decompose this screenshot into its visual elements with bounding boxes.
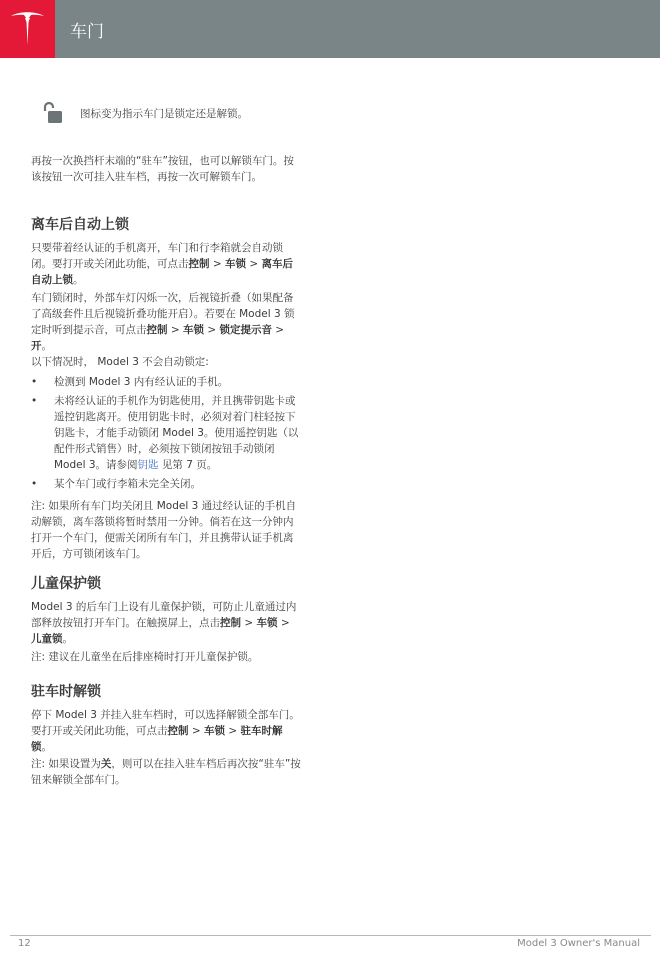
tesla-logo-icon bbox=[9, 10, 46, 48]
park-unlock-note: 注: 如果设置为关，则可以在挂入驻车档后再次按“驻车”按钮来解锁全部车门。 bbox=[31, 758, 301, 786]
no-auto-lock-list bbox=[31, 374, 301, 495]
page-number: 12 bbox=[18, 938, 31, 949]
page-title: 车门 bbox=[70, 22, 104, 42]
walk-away-note: 注: 如果所有车门均关闭且 Model 3 通过经认证的手机自动解锁，离车落锁将暂时禁用一分钟。倘若在这一分钟内打开一个车门，便需关闭所有车门，并且携带认证手机离开后，方可锁闭该车门。 bbox=[31, 500, 297, 560]
list-item: • 未将经认证的手机作为钥匙使用，并且携带钥匙卡或遥控钥匙离开。使用钥匙卡时，必须对着门柱轻按下钥匙卡，才能手动锁闭 Model 3。使用遥控钥匙（以配件形式销售）时，必须按下锁闭按钮手动锁闭 Model 3。请参阅钥匙 见第 7 页。 bbox=[31, 393, 301, 473]
lock-icon-caption: 图标变为指示车门是锁定还是解锁。 bbox=[80, 108, 248, 120]
brand-logo bbox=[0, 0, 55, 58]
lock-feedback-paragraph: 车门锁闭时，外部车灯闪烁一次，后视镜折叠（如果配备了高级套件且后视镜折叠功能开启）。若要在 Model 3 锁定时听到提示音，可点击控制 > 车锁 > 锁定提示音 > 开。 bbox=[31, 292, 295, 352]
child-lock-heading: 儿童保护锁 bbox=[31, 576, 101, 592]
child-lock-paragraph: Model 3 的后车门上设有儿童保护锁，可防止儿童通过内部释放按钮打开车门。在触摸屏上，点击控制 > 车锁 > 儿童锁。 bbox=[31, 601, 297, 645]
no-auto-lock-intro: 以下情况时， Model 3 不会自动锁定: bbox=[31, 356, 209, 368]
unlocked-padlock-icon bbox=[41, 101, 65, 125]
keys-link[interactable]: 钥匙 bbox=[137, 459, 159, 471]
list-item: • 检测到 Model 3 内有经认证的手机。 bbox=[31, 374, 301, 390]
footer-divider bbox=[10, 935, 651, 936]
page-header bbox=[0, 0, 660, 58]
park-unlock-heading: 驻车时解锁 bbox=[31, 684, 101, 700]
park-unlock-paragraph: 停下 Model 3 并挂入驻车档时，可以选择解锁全部车门。要打开或关闭此功能，可点击控制 > 车锁 > 驻车时解锁。 bbox=[31, 709, 300, 753]
intro-paragraph: 再按一次换挡杆末端的“驻车”按钮，也可以解锁车门。按该按钮一次可挂入驻车档，再按一次可解锁车门。 bbox=[31, 155, 294, 183]
walk-away-lock-heading: 离车后自动上锁 bbox=[31, 217, 129, 233]
list-item: • 某个车门或行李箱未完全关闭。 bbox=[31, 476, 301, 492]
walk-away-lock-paragraph: 只要带着经认证的手机离开，车门和行李箱就会自动锁闭。要打开或关闭此功能，可点击控制 > 车锁 > 离车后自动上锁。 bbox=[31, 242, 293, 286]
child-lock-note: 注: 建议在儿童坐在后排座椅时打开儿童保护锁。 bbox=[31, 651, 259, 663]
manual-name: Model 3 Owner's Manual bbox=[517, 938, 640, 949]
